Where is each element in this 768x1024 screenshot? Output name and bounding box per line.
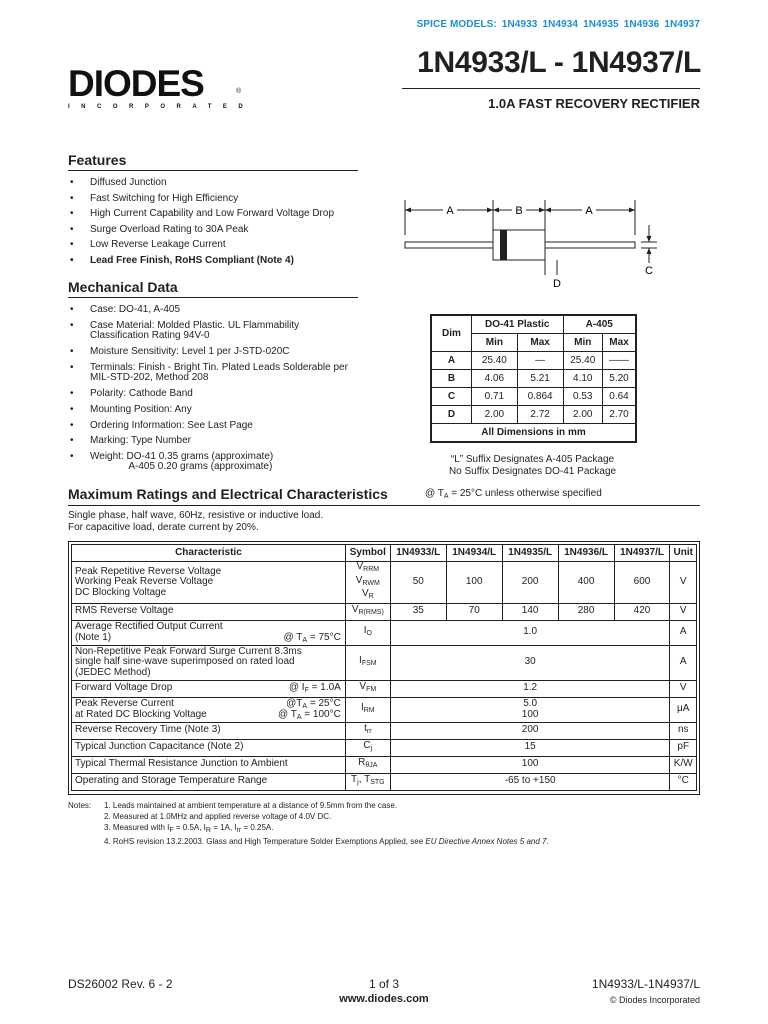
table-row: C 0.71 0.864 0.53 0.64 bbox=[432, 388, 636, 406]
part-subtitle: 1.0A FAST RECOVERY RECTIFIER bbox=[488, 96, 700, 111]
notes bbox=[68, 800, 549, 847]
features-heading: Features bbox=[68, 152, 127, 168]
package-header: DO-41 Plastic bbox=[472, 316, 564, 334]
table-row: Typical Junction Capacitance (Note 2) $C_j$ 15 pF bbox=[72, 739, 697, 756]
list-item: • Weight: DO-41 0.35 grams (approximate) A-405 0.20 grams (approximate) bbox=[70, 449, 348, 473]
spice-model-link[interactable]: 1N4937 bbox=[664, 19, 700, 30]
dimension-label: D bbox=[553, 278, 561, 290]
min-header: Min bbox=[563, 334, 603, 352]
table-row: Average Rectified Output Current (Note 1) @ $T_A = 75^\circ C$ $I_O$ 1.0 A bbox=[72, 620, 697, 645]
table-header-row: Characteristic Symbol 1N4933/L 1N4934/L 1N4935/L 1N4936/L 1N4937/L Unit bbox=[72, 545, 697, 562]
max-header: Max bbox=[517, 334, 563, 352]
dimension-label: C bbox=[645, 265, 653, 277]
list-item: • Marking: Type Number bbox=[70, 433, 348, 449]
suffix-notes bbox=[430, 454, 635, 478]
dimension-label: A bbox=[585, 205, 593, 217]
footer-part-number: 1N4933/L-1N4937/L bbox=[591, 977, 700, 991]
ratings-table bbox=[71, 544, 697, 791]
website-link[interactable]: www.diodes.com bbox=[339, 993, 429, 1005]
ratings-divider bbox=[68, 505, 700, 506]
table-row: Operating and Storage Temperature Range $T_j$, $T_{STG}$ -65 to +150 °C bbox=[72, 773, 697, 790]
mechanical-heading: Mechanical Data bbox=[68, 279, 178, 295]
list-item: • High Current Capability and Low Forward Voltage Drop bbox=[70, 206, 334, 222]
list-item: • Ordering Information: See Last Page bbox=[70, 418, 348, 434]
table-row: A 25.40 — 25.40 —— bbox=[432, 352, 636, 370]
list-item: • Terminals: Finish - Bright Tin. Plated Leads Solderable per MIL-STD-202, Method 208 bbox=[70, 360, 348, 387]
diode-outline-diagram bbox=[395, 195, 665, 295]
logo-wordmark: DIODES bbox=[68, 63, 204, 104]
note-item: 2. Measured at 1.0MHz and applied reverse voltage of 4.0V DC. bbox=[104, 812, 332, 821]
list-item: • Surge Overload Rating to 30A Peak bbox=[70, 222, 334, 238]
spice-model-link[interactable]: 1N4936 bbox=[623, 19, 660, 30]
suffix-note: “L” Suffix Designates A-405 Package bbox=[450, 454, 615, 465]
features-list bbox=[70, 175, 334, 269]
diodes-logo bbox=[68, 63, 255, 110]
list-item: • Case Material: Molded Plastic. UL Flammability Classification Rating 94V-0 bbox=[70, 318, 348, 345]
mechanical-divider bbox=[68, 297, 358, 298]
table-row: Forward Voltage Drop @ $I_F = 1.0A$ $V_{FM}$ 1.2 V bbox=[72, 680, 697, 697]
registered-mark: ® bbox=[236, 88, 242, 95]
table-row: Non-Repetitive Peak Forward Surge Current 8.3ms single half sine-wave superimposed on rated load (JEDEC Method) $I_{FSM}$ 30 A bbox=[72, 645, 697, 680]
note-item: 1. Leads maintained at ambient temperature at a distance of 9.5mm from the case. bbox=[104, 801, 398, 810]
notes-list bbox=[104, 800, 549, 847]
table-row: Typical Thermal Resistance Junction to Ambient $R_{\theta JA}$ 100 K/W bbox=[72, 756, 697, 773]
part-title: 1N4933/L - 1N4937/L bbox=[417, 46, 701, 79]
list-item: • Mounting Position: Any bbox=[70, 402, 348, 418]
table-row: D 2.00 2.72 2.00 2.70 bbox=[432, 406, 636, 424]
min-header: Min bbox=[472, 334, 518, 352]
table-row: B 4.06 5.21 4.10 5.20 bbox=[432, 370, 636, 388]
list-item: • Lead Free Finish, RoHS Compliant (Note 4) bbox=[70, 253, 334, 269]
spice-model-link[interactable]: 1N4935 bbox=[583, 19, 619, 30]
table-row: Peak Repetitive Reverse Voltage Working Peak Reverse Voltage DC Blocking Voltage $V_{RRM}$ $V_{RWM}$ $V_R$ 50 100 200 400 600 V bbox=[72, 562, 697, 604]
features-divider bbox=[68, 170, 358, 171]
title-divider bbox=[402, 88, 700, 89]
dim-header: Dim bbox=[432, 316, 472, 352]
note-item: 4. RoHS revision 13.2.2003. Glass and High Temperature Solder Exemptions Applied, see EU Directive Annex Notes 5 and 7. bbox=[104, 837, 549, 846]
table-row: RMS Reverse Voltage $V_{R(RMS)}$ 35 70 140 280 420 V bbox=[72, 603, 697, 620]
ratings-heading: Maximum Ratings and Electrical Characteristics bbox=[68, 486, 388, 502]
list-item: • Polarity: Cathode Band bbox=[70, 386, 348, 402]
dimension-table-box bbox=[430, 314, 637, 443]
list-item: • Diffused Junction bbox=[70, 175, 334, 191]
dimension-table bbox=[431, 315, 636, 442]
load-conditions: Single phase, half wave, 60Hz, resistive or inductive load. For capacitive load, derate current by 20%. bbox=[68, 510, 324, 533]
page-number: 1 of 3 bbox=[368, 977, 400, 991]
logo-subtext: INCORPORATED bbox=[68, 104, 255, 110]
copyright: © Diodes Incorporated bbox=[609, 995, 700, 1005]
spice-models bbox=[417, 19, 700, 30]
table-row: Peak Reverse Current $@T_A = 25^\circ C$ at Rated DC Blocking Voltage @ $T_A = 100^\circ C$ $I_{RM}$ 5.0 100 μA bbox=[72, 697, 697, 722]
dimension-label: A bbox=[446, 205, 454, 217]
list-item: • Fast Switching for High Efficiency bbox=[70, 191, 334, 207]
spice-model-link[interactable]: 1N4934 bbox=[542, 19, 579, 30]
note-item: 3. Measured with $I_F = 0.5A$, $I_R = 1A$, $I_{rr} = 0.25A$. bbox=[104, 823, 274, 834]
spice-model-link[interactable]: 1N4933 bbox=[501, 19, 538, 30]
dimension-label: B bbox=[515, 205, 523, 217]
document-number: DS26002 Rev. 6 - 2 bbox=[68, 977, 173, 991]
package-header: A-405 bbox=[563, 316, 636, 334]
table-row: Reverse Recovery Time (Note 3) $t_{rr}$ 200 ns bbox=[72, 722, 697, 739]
list-item: • Low Reverse Leakage Current bbox=[70, 237, 334, 253]
suffix-note: No Suffix Designates DO-41 Package bbox=[448, 466, 617, 477]
spice-label: SPICE MODELS: bbox=[416, 19, 497, 30]
list-item: • Case: DO-41, A-405 bbox=[70, 302, 348, 318]
max-header: Max bbox=[603, 334, 636, 352]
notes-label: Notes: bbox=[68, 801, 92, 810]
list-item: • Moisture Sensitivity: Level 1 per J-STD-020C bbox=[70, 344, 348, 360]
ratings-condition: @ $T_A = 25^\circ C$ unless otherwise specified bbox=[425, 488, 602, 500]
dimension-footer: All Dimensions in mm bbox=[432, 424, 636, 442]
mechanical-list bbox=[70, 302, 348, 472]
